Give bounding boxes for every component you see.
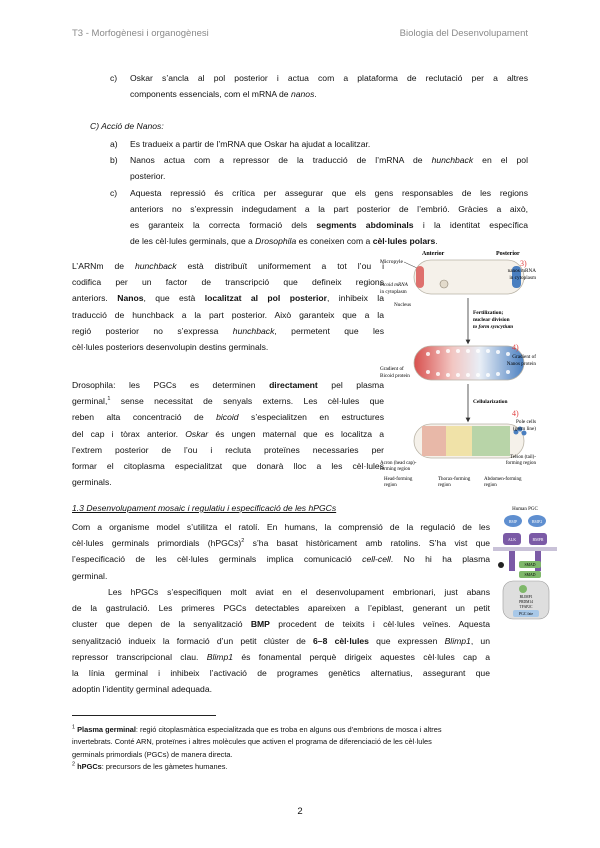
label-thorax-region-2: region	[438, 483, 451, 488]
label-nanos-mrna: nanos mRNA	[507, 268, 536, 274]
section-13-paragraph-2	[72, 584, 490, 697]
footnote-ref[interactable]: 2	[241, 538, 245, 545]
text-line: invertebrats. Conté ARN, proteïnes i altres molècules que activen el programa de diferenciació de les cèl·lules	[72, 737, 432, 747]
label-tfap2c: TFAP2C	[519, 605, 533, 609]
thorax-region	[446, 426, 472, 456]
label-nanos-mrna-2: in cytoplasm	[509, 275, 536, 281]
nucleus-shape	[440, 280, 448, 288]
text-line: senyalització indueix la formació d’un petit clúster de 6–8 cèl·lules que expressen Blimp1, un	[72, 635, 490, 646]
label-pgc-fate: PGC fate	[518, 612, 534, 616]
label-gradient-nanos: Gradient of	[512, 354, 536, 360]
embryo-diagram	[380, 246, 536, 492]
label-abdomen-region-2: region	[484, 483, 497, 488]
text-line: anteriors no s’expressin indegudament a la part posterior de l’embrió. Gràcies a això,	[130, 203, 528, 214]
nanos-list	[110, 136, 528, 249]
text-line: germinal.	[72, 570, 108, 581]
leader-line	[404, 262, 417, 268]
annotation-3: 3)	[520, 259, 527, 268]
text-line: components essencials, com el mRNA de nanos.	[130, 89, 317, 100]
text-line: traducció de hunchback a la part posterior. Això garanteix que a la	[72, 309, 384, 320]
nuclear-factor	[519, 585, 527, 593]
section-13-paragraph-1	[72, 519, 490, 584]
text-line: germinals primordials (PGCs) de manera directa.	[72, 749, 233, 759]
footnote-1	[72, 724, 532, 761]
header-left: T3 - Morfogènesi i organogènesi	[72, 28, 209, 39]
label-fertilization: Fertilization;	[473, 310, 504, 316]
label-gradient-bicoid: Gradient of	[380, 366, 404, 372]
label-acron: Acron (head cap)-	[380, 461, 417, 466]
label-bicoid-mrna-2: in cytoplasm	[380, 289, 407, 295]
label-bmp2: BMP2	[531, 519, 543, 524]
text-line: $^2$ hPGCs: precursors de les gàmetes humanes.	[72, 761, 228, 771]
footnote-2	[72, 761, 532, 773]
list-marker: a)	[110, 139, 118, 149]
text-line: cèl·lules germinals primordials (hPGCs)$^2$ s’ha basat històricament amb ratolins. S’ha vist que	[72, 538, 490, 549]
text-line: Oskar s’ancla al pol posterior i actua com a plataforma de reclutació per a altres	[130, 73, 528, 83]
label-bicoid-mrna: bicoid mRNA	[380, 282, 408, 288]
text-line: es garanteix la correcta formació dels segments abdominals i la identitat específica	[130, 220, 528, 231]
label-smad-2: SMAD	[524, 573, 536, 577]
label-thorax-region: Thorax-forming	[438, 477, 471, 482]
text-line: germinal,$^1$ sense necessitat de senyals externs. Les cèl·lules que	[72, 396, 384, 407]
text-line: anteriors. Nanos, que està localitzat al pol posterior, inhibeix la	[72, 293, 384, 304]
label-bmpr: BMPR	[532, 537, 544, 542]
anterior-bicoid-mrna	[416, 266, 424, 288]
oocyte-shape	[414, 260, 524, 294]
label-telson: Telson (tail)-	[510, 455, 536, 460]
receptor-tail	[509, 551, 515, 571]
section-heading-1-3: 1.3 Desenvolupament mosaic i regulatiu i especificació de les hPGCs	[72, 503, 337, 513]
label-nucleus: Nucleus	[394, 302, 411, 308]
phospho-dot	[498, 562, 504, 568]
abdomen-region	[472, 426, 510, 456]
label-posterior: Posterior	[496, 251, 520, 257]
arnm-paragraph	[72, 258, 384, 355]
text-line: formar el citoplasma especialitzat que donarà lloc a les cèl·lules	[72, 461, 384, 472]
oskar-item	[110, 70, 528, 102]
text-line: Aquesta repressió és crítica per assegurar que els gens responsables de les regions	[130, 187, 528, 198]
text-line: cluster que depen de la senyalització BMP procedent de teixits i cèl·lules veïnes. Aquesta	[72, 619, 490, 630]
text-line: la línia germinal i inhibeix l’activació de programes genètics alternatius, assegurant que	[72, 668, 490, 679]
text-line: l’especificació de les cèl·lules germinals implica comunicació cell-cell. No hi ha plasma	[72, 554, 491, 565]
footnote-ref[interactable]: 1	[107, 396, 111, 403]
pgc-signaling-diagram	[493, 503, 557, 621]
label-pole-cells-2: (germ line)	[512, 426, 536, 432]
label-gradient-bicoid-2: Bicoid protein	[380, 373, 410, 379]
annotation-4b: 4)	[512, 409, 519, 418]
text-line: Nanos actua com a repressor de la traducció de l’mRNA de hunchback en el pol	[130, 155, 528, 166]
text-line: repressor transcripcional clau. Blimp1 és fonamental perquè dirigeix aquestes cèl·lules cap a	[72, 651, 490, 662]
drosophila-paragraph	[72, 377, 384, 490]
list-marker: c)	[110, 73, 118, 83]
text-line: codifica per un factor de transcripció que defineix regions	[72, 277, 384, 288]
text-line: l’extrem posterior de l’ou i recluta proteïnes necessaries per	[72, 444, 384, 455]
text-line: de la gastrulació. Les primeres PGCs detectables apareixen a l’epiblast, generant un petit	[72, 603, 490, 614]
text-line: posterior.	[130, 171, 166, 182]
annotation-4: 4)	[512, 343, 519, 352]
text-line: adoptin l’identity germinal adequada.	[72, 684, 212, 695]
label-abdomen-region: Abdomen-forming	[484, 477, 522, 482]
text-line: regió posterior no s’expressa hunchback, permetent que les	[72, 325, 384, 336]
head-region	[422, 426, 446, 456]
label-blimp1: BLIMP1	[519, 595, 533, 599]
text-line: Drosophila: les PGCs es determinen directament pel plasma	[72, 380, 384, 390]
text-line: cèl·lules posteriors desenvolupin destins germinals.	[72, 342, 269, 353]
list-marker: c)	[110, 187, 118, 198]
text-line: de les cèl·lules germinals, que a Drosophila es coneixen com a cèl·lules polars.	[130, 236, 438, 247]
list-marker: b)	[110, 155, 118, 166]
text-line: germinals.	[72, 477, 112, 488]
label-fertilization-2: nuclear division	[473, 317, 510, 323]
text-line: reben alta concentració de bicoid s’especialitzen en estructures	[72, 412, 384, 423]
text-line: Com a organisme model s’utilitza el ratolí. En humans, la comprensió de la regulació de les	[72, 522, 490, 532]
cellular-blastoderm	[414, 424, 527, 458]
label-alk: ALK	[507, 537, 517, 542]
label-telson-2: forming region	[505, 461, 536, 466]
page-number: 2	[297, 806, 303, 817]
label-smad: SMAD	[524, 563, 536, 567]
label-pole-cells: Pole cells	[515, 419, 536, 425]
header-right: Biologia del Desenvolupament	[399, 28, 528, 39]
text-line: $^1$ Plasma germinal: regió citoplasmàtica especialitzada que es troba en alguns ous d’embrions de mosca i altres	[72, 724, 442, 734]
label-head-region-2: region	[384, 483, 397, 488]
label-anterior: Anterior	[422, 251, 445, 257]
nanos-section-title: C) Acció de Nanos:	[90, 121, 164, 131]
cell-membrane	[493, 547, 557, 551]
text-line: del cap i tòrax anterior. Oskar és ungen maternal que es localitza a	[72, 428, 384, 439]
label-human-pgc: Human PGC	[512, 507, 538, 512]
label-head-region: Head-forming	[384, 477, 413, 482]
text-line: Les hPGCs s’especifiquen molt aviat en el desenvolupament embrionari, just abans	[108, 587, 490, 597]
label-prdm14: PRDM14	[519, 600, 533, 604]
text-line: L’ARNm de hunchback està distribuït uniformement a tot l’ou i	[72, 261, 384, 271]
label-bmp: BMP	[508, 519, 518, 524]
label-acron-2: forming region	[380, 467, 411, 472]
label-cellularization: Cellularization	[473, 399, 508, 405]
footnote-separator	[72, 715, 216, 716]
text-line: Es tradueix a partir de l’mRNA que Oskar ha ajudat a localitzar.	[130, 139, 371, 149]
label-micropyle: Micropyle	[380, 259, 403, 265]
label-fertilization-3: to form syncytium	[473, 324, 514, 330]
label-gradient-nanos-2: Nanos protein	[506, 361, 536, 367]
